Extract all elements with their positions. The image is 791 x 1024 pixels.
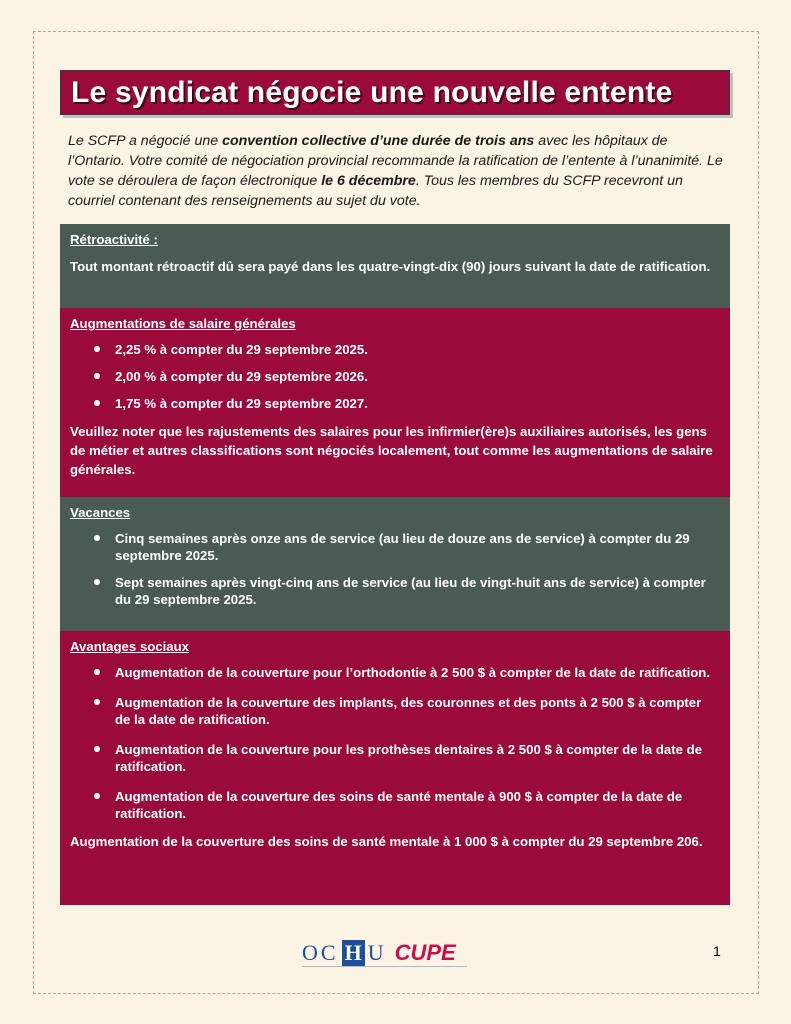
intro-text-1: Le SCFP a négocié une bbox=[68, 133, 223, 149]
section-text: Tout montant rétroactif dû sera payé dans les quatre-vingt-dix (90) jours suivant la date de ratification. bbox=[70, 259, 711, 274]
page-title: Le syndicat négocie une nouvelle entente bbox=[71, 75, 673, 109]
list-item: Augmentation de la couverture des soins de santé mentale à 900 $ à compter de la date de ratification. bbox=[70, 788, 720, 822]
vacation-list bbox=[70, 530, 720, 608]
section-salaire bbox=[60, 308, 730, 497]
intro-paragraph bbox=[68, 131, 728, 211]
section-title: Avantages sociaux bbox=[70, 639, 189, 654]
section-note: Augmentation de la couverture des soins de santé mentale à 1 000 $ à compter du 29 septembre 206. bbox=[70, 834, 703, 849]
section-title: Augmentations de salaire générales bbox=[70, 316, 296, 331]
section-avantages bbox=[60, 631, 730, 905]
cupe-logo: CUPE bbox=[394, 940, 456, 965]
intro-bold-1: convention collective d’une durée de trois ans bbox=[222, 133, 535, 149]
list-item: Sept semaines après vingt-cinq ans de service (au lieu de vingt-huit ans de service) à compter du 29 septembre 2025. bbox=[70, 574, 720, 608]
section-note: Veuillez noter que les rajustements des salaires pour les infirmier(ère)s auxiliaires autorisés, les gens de métier et autres classifications sont négociés localement, tout comme les augmentations de salaire générales. bbox=[70, 424, 713, 477]
intro-text-2: avec les hôpitaux de l’Ontario. Votre comité de négociation provincial recommande la ratification de l’entente à l’unanimité. Le vote se déroulera de façon électronique bbox=[68, 133, 723, 189]
footer-logos bbox=[302, 940, 456, 970]
salary-list bbox=[70, 341, 720, 412]
intro-text-3: . Tous les membres du SCFP recevront un courriel contenant des renseignements au sujet du vote. bbox=[68, 173, 683, 209]
logo-underline bbox=[302, 966, 467, 969]
list-item: Augmentation de la couverture des implants, des couronnes et des ponts à 2 500 $ à compter de la date de ratification. bbox=[70, 694, 720, 728]
list-item: Augmentation de la couverture pour l’orthodontie à 2 500 $ à compter de la date de ratification. bbox=[70, 664, 720, 681]
section-title: Vacances bbox=[70, 505, 131, 520]
benefits-list bbox=[70, 664, 720, 822]
title-banner bbox=[60, 70, 730, 115]
list-item: 1,75 % à compter du 29 septembre 2027. bbox=[70, 395, 720, 412]
section-retroactivite bbox=[60, 224, 730, 308]
list-item: Cinq semaines après onze ans de service (au lieu de douze ans de service) à compter du 29 septembre 2025. bbox=[70, 530, 720, 564]
ochu-logo: OC H U bbox=[302, 940, 387, 965]
section-title: Rétroactivité : bbox=[70, 232, 158, 247]
page-number: 1 bbox=[713, 943, 721, 959]
list-item: 2,25 % à compter du 29 septembre 2025. bbox=[70, 341, 720, 358]
list-item: Augmentation de la couverture pour les prothèses dentaires à 2 500 $ à compter de la date de ratification. bbox=[70, 741, 720, 775]
list-item: 2,00 % à compter du 29 septembre 2026. bbox=[70, 368, 720, 385]
section-vacances bbox=[60, 497, 730, 631]
intro-bold-2: le 6 décembre bbox=[321, 173, 416, 189]
